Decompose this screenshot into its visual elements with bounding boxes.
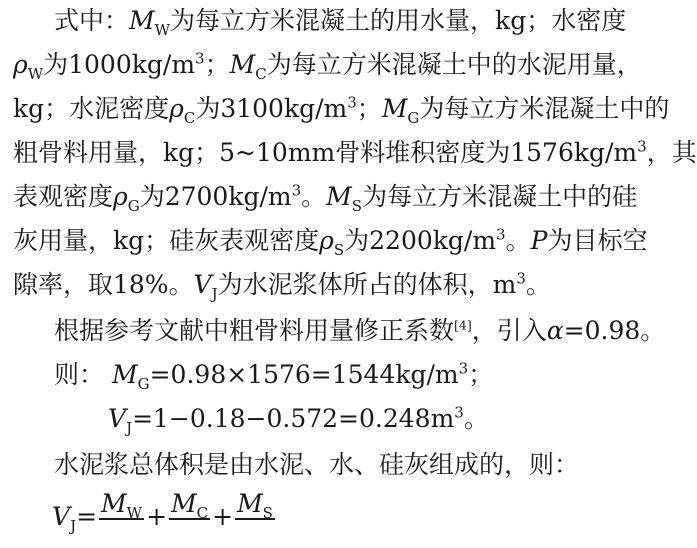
variable: M [229, 50, 256, 79]
text: 隙率，取18%。 [13, 270, 194, 299]
superscript: 3 [458, 359, 469, 378]
text: 。 [301, 182, 327, 211]
text: 。 [463, 404, 489, 433]
subscript: G [407, 109, 420, 127]
text-line-2 [13, 49, 642, 83]
text: 式中： [54, 6, 130, 35]
text: 为每立方米混凝土中的 [419, 94, 670, 123]
subscript: G [137, 375, 150, 393]
variable: V [52, 502, 71, 531]
denominator [169, 520, 210, 548]
text: 为水泥浆体所占的体积，m [217, 270, 517, 299]
superscript: 3 [454, 403, 464, 422]
variable: M [326, 182, 352, 211]
text: ； [468, 360, 494, 389]
subscript: S [333, 241, 345, 259]
variable: ρ [13, 50, 28, 79]
text: kg；水泥密度 [13, 94, 170, 123]
equation-vj [108, 403, 489, 437]
denominator [235, 520, 275, 548]
text: 则： [54, 360, 105, 389]
superscript: 3 [195, 49, 205, 68]
numerator [169, 490, 210, 520]
text: 为每立方米混凝土中的水泥用量， [266, 50, 642, 79]
superscript: 3 [291, 181, 302, 200]
text: =0.98×1576=1544kg/m [149, 360, 459, 389]
variable: M [237, 489, 263, 518]
subscript: J [211, 285, 218, 303]
numerator [235, 490, 275, 520]
fraction [99, 490, 144, 547]
text: 。 [525, 270, 551, 299]
superscript: 3 [516, 269, 526, 288]
text: ，其 [646, 138, 697, 167]
text: ； [204, 50, 230, 79]
text-line-7 [13, 269, 551, 303]
variable: M [171, 489, 197, 518]
subscript: W [126, 504, 143, 522]
text: =0.98。 [563, 316, 666, 345]
text-line-reference [54, 318, 665, 343]
variable: P [530, 226, 548, 255]
equation-mg [54, 359, 494, 393]
numerator [99, 490, 144, 520]
subscript: S [262, 504, 273, 522]
text: ，引入 [471, 316, 547, 345]
text: 为2700kg/m [139, 182, 292, 211]
text: 表观密度 [13, 182, 114, 211]
text: 为3100kg/m [195, 94, 348, 123]
plus-sign: + [212, 502, 234, 531]
subscript: S [351, 197, 363, 215]
superscript: 3 [496, 225, 506, 244]
text-line-3 [13, 93, 670, 127]
subscript: C [196, 504, 209, 522]
text: ； [356, 94, 382, 123]
denominator [99, 520, 144, 548]
subscript: C [183, 109, 196, 127]
text-line-6 [13, 225, 648, 259]
text: 灰用量，kg；硅灰表观密度 [13, 226, 320, 255]
variable: V [108, 404, 127, 433]
text: 为2200kg/m [344, 226, 497, 255]
text-line-paste-volume [54, 452, 579, 477]
plus-sign: + [146, 502, 168, 531]
text: 为每立方米混凝土中的硅 [362, 182, 638, 211]
equation-fraction [52, 490, 277, 547]
fraction [169, 490, 210, 547]
superscript: 3 [347, 93, 357, 112]
citation: [4] [454, 317, 472, 333]
text-line-1 [54, 6, 627, 39]
variable: ρ [319, 226, 334, 255]
text: 粗骨料用量，kg；5~10mm骨料堆积密度为1576kg/m [13, 138, 638, 167]
variable: M [381, 94, 408, 123]
subscript: C [255, 65, 267, 83]
text: 为每立方米混凝土的用水量，kg；水密度 [170, 6, 627, 35]
variable: M [129, 6, 155, 35]
text-line-5 [13, 181, 638, 215]
subscript: J [126, 419, 133, 437]
fraction [235, 490, 275, 547]
equals-sign: = [76, 502, 98, 531]
text: =1−0.18−0.572=0.248m [132, 404, 455, 433]
variable: M [112, 360, 138, 389]
text: 水泥浆总体积是由水泥、水、硅灰组成的，则： [54, 450, 580, 479]
text: 为目标空 [547, 226, 648, 255]
superscript: 3 [637, 137, 647, 156]
text: 根据参考文献中粗骨料用量修正系数 [54, 316, 455, 345]
subscript: W [27, 65, 44, 83]
variable: ρ [169, 94, 184, 123]
subscript: W [154, 21, 171, 39]
variable: α [546, 316, 564, 345]
subscript: J [70, 517, 77, 535]
variable: ρ [113, 182, 128, 211]
variable: V [193, 270, 212, 299]
subscript: G [127, 197, 140, 215]
text-line-4 [13, 137, 697, 167]
text: 为1000kg/m [43, 50, 196, 79]
text: 。 [505, 226, 531, 255]
variable: M [101, 489, 127, 518]
